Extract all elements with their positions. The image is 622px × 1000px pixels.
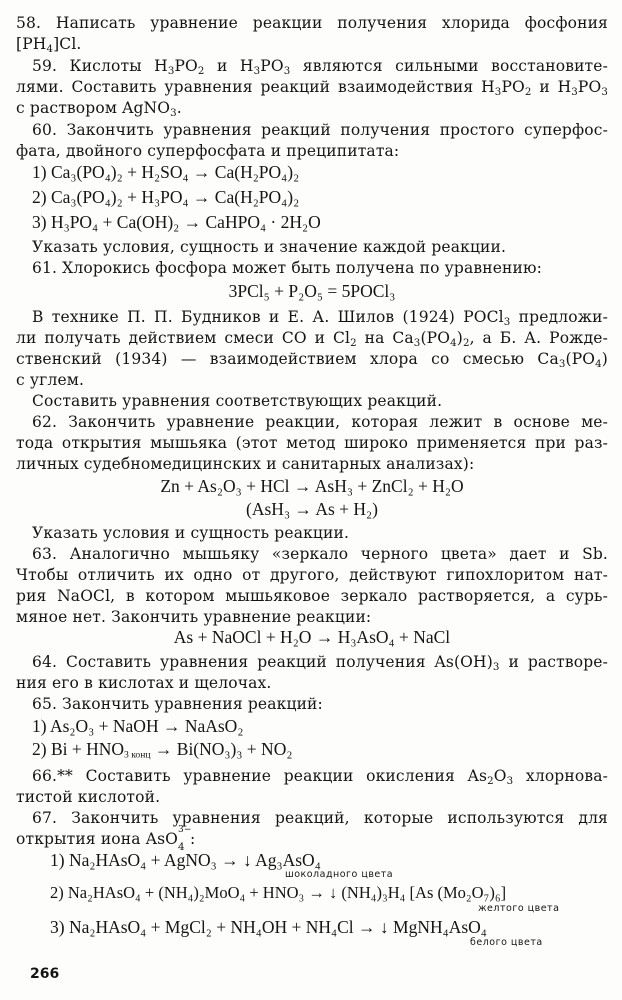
problem-64-line-2: ния его в кислотах и щелочах.: [16, 674, 272, 692]
problem-67-line-1: 67. Закончить уравнения реакций, которые используются для: [32, 809, 608, 827]
problem-61-line-5: с углем.: [16, 371, 85, 389]
problem-67-equation-2: 2) Na₂HAsO₄ + (NH₄)₂MoO₄ + HNO₃ → ↓ (NH₄)₃H₄ [As (Mo₂O₇)₆]: [50, 883, 507, 902]
problem-67-note-3: белого цвета: [470, 937, 543, 948]
problem-62-equation-1: Zn + As₂O₃ + HCl → AsH₃ + ZnCl₂ + H₂O: [160, 476, 464, 496]
problem-60-equation-2: 2) Ca₃(PO₄)₂ + H₃PO₄ → Ca(H₂PO₄)₂: [32, 187, 300, 207]
problem-61-line-2: В технике П. П. Будников и Е. А. Шилов (1924) POCl$_3$ предложи-: [32, 308, 608, 328]
problem-60-line-1: 60. Закончить уравнения реакций получения простого суперфос-: [32, 121, 608, 139]
problem-58-line-2: $[PH_4]Cl$.: [16, 35, 82, 55]
problem-64-line-1: 64. Составить уравнения реакций получения $As(OH)_3$ и растворе-: [32, 653, 608, 673]
problem-66-line-2: тистой кислотой.: [16, 788, 161, 806]
problem-62-line-4: Указать условия и сущность реакции.: [32, 524, 350, 542]
problem-62-equation-2: (AsH₃ → As + H₂): [246, 499, 378, 519]
problem-58-line-1: 58. Написать уравнение реакции получения хлорида фосфония: [16, 14, 608, 32]
problem-67-equation-3: 3) Na₂HAsO₄ + MgCl₂ + NH₄OH + NH₄Cl → ↓ MgNH₄AsO₄: [50, 917, 487, 937]
problem-61-equation: 3PCl₅ + P₂O₅ = 5POCl₃: [228, 281, 396, 301]
problem-65-equation-1: 1) As₂O₃ + NaOH → NaAsO₂: [32, 716, 244, 736]
problem-65-line-1: 65. Закончить уравнения реакций:: [32, 695, 323, 713]
problem-67-note-2: желтого цвета: [478, 903, 560, 914]
problem-63-line-4: мяное нет. Закончить уравнение реакции:: [16, 608, 372, 626]
problem-67-note-1: шоколадного цвета: [285, 869, 394, 880]
page-number: 266: [30, 966, 60, 982]
problem-63-line-2: Чтобы отличить их одно от другого, действуют гипохлоритом нат-: [16, 566, 608, 584]
problem-61-line-4: ственский (1934) — взаимодействием хлора со смесью $Ca_3(PO_4)$: [16, 350, 608, 370]
problem-60-line-2: фата, двойного суперфосфата и преципитата:: [16, 142, 400, 160]
problem-61-line-3: ли получать действием смеси CO и $Cl_2$ на $Ca_3(PO_4)_2$, а Б. А. Рожде-: [16, 329, 608, 349]
problem-60-equation-3: 3) H₃PO₄ + Ca(OH)₂ → CaHPO₄ · 2H₂O: [32, 212, 321, 232]
problem-59-line-2: лями. Составить уравнения реакций взаимодействия $H_3PO_2$ и $H_3PO_3$: [16, 78, 608, 98]
problem-62-line-2: тода открытия мышьяка (этот метод широко применяется при раз-: [16, 434, 608, 452]
problem-63-line-3: рия NaOCl, в котором мышьяковое зеркало растворяется, а сурь-: [16, 587, 608, 605]
problem-63-line-1: 63. Аналогично мышьяку «зеркало черного цвета» дает и Sb.: [32, 545, 608, 563]
problem-67-equation-1: 1) Na₂HAsO₄ + AgNO₃ → ↓ Ag₃AsO₄: [50, 850, 321, 870]
problem-63-equation: As + NaOCl + H₂O → H₃AsO₄ + NaCl: [173, 627, 451, 647]
problem-66-line-1: 66.** Составить уравнение реакции окисления $As_2O_3$ хлорнова-: [32, 767, 608, 787]
problem-61-line-6: Составить уравнения соответствующих реакций.: [32, 392, 443, 410]
problem-67-line-2: открытия иона AsO 4 3− :: [16, 825, 196, 853]
problem-59-line-1: 59. Кислоты $H_3PO_2$ и $H_3PO_3$ являются сильными восстановите-: [32, 57, 608, 77]
problem-62-line-1: 62. Закончить уравнение реакции, которая лежит в основе ме-: [32, 413, 608, 431]
problem-61-line-1: 61. Хлорокись фосфора может быть получена по уравнению:: [32, 259, 543, 277]
problem-62-line-3: личных судебномедицинских и санитарных анализах):: [16, 455, 475, 473]
problem-60-line-3: Указать условия, сущность и значение каждой реакции.: [32, 238, 507, 256]
problem-59-line-3: с раствором AgNO$_3$.: [16, 99, 182, 119]
problem-65-equation-2: 2) $Bi + HNO_{3 конц} \to Bi(NO_3)_3 + NO_2$: [32, 739, 293, 761]
problem-60-equation-1: 1) Ca₃(PO₄)₂ + H₂SO₄ → Ca(H₂PO₄)₂: [32, 162, 300, 182]
